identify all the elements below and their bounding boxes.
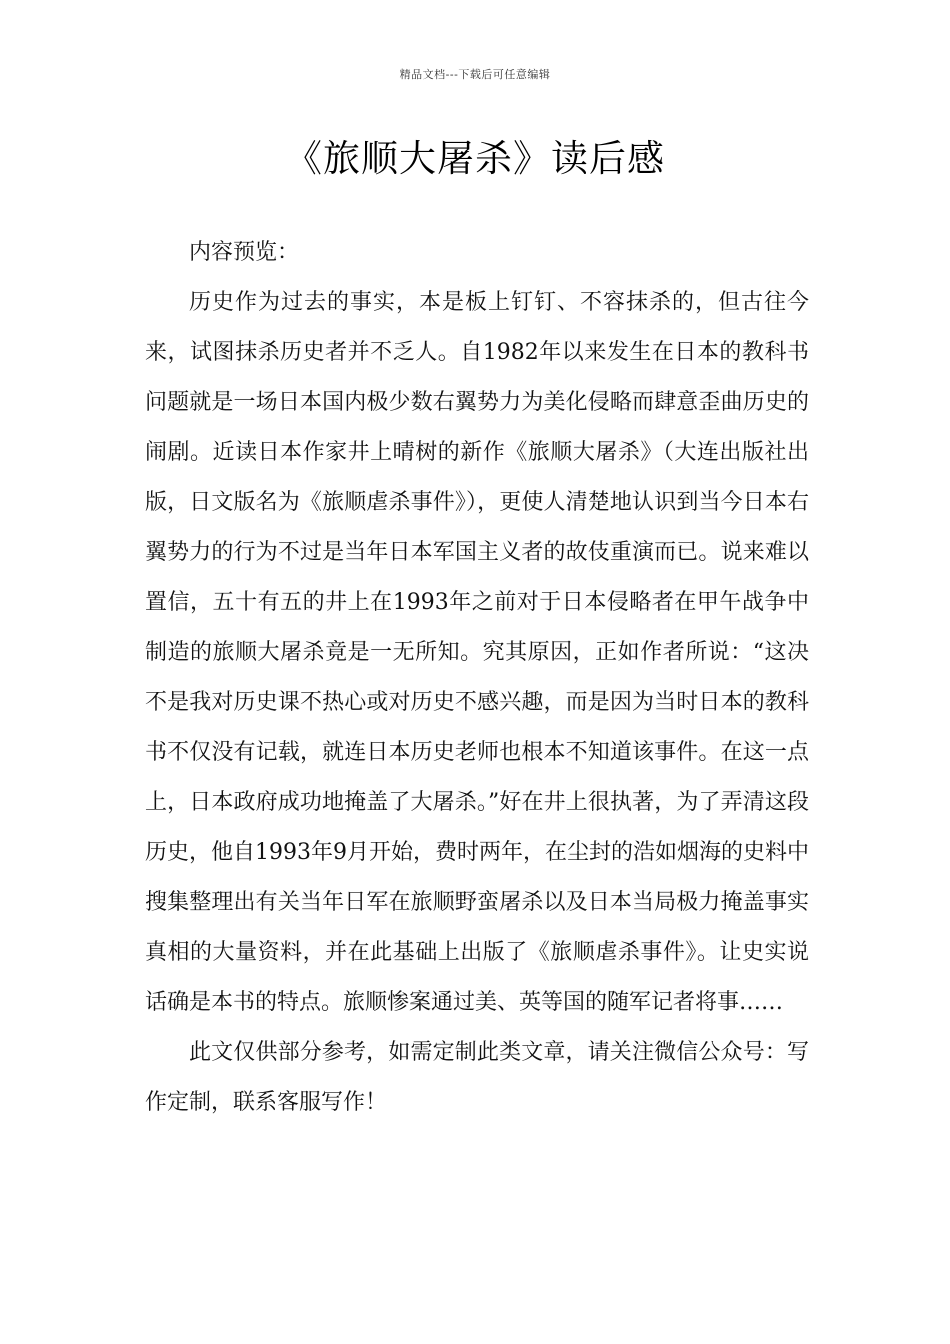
paragraph-preview-label: 内容预览： [189,240,300,265]
header-note: 精品文档---下载后可任意编辑 [399,68,551,81]
paragraph-main-text: 历史作为过去的事实，本是板上钉钉、不容抹杀的，但古往今来，试图抹杀历史者并不乏人。自1982年以来发生在日本的教科书问题就是一场日本国内极少数右翼势力为美化侵略而肆意歪曲历史的闹剧。近读日本作家井上晴树的新作《旅顺大屠杀》（大连出版社出版，日文版名为《旅顺虐杀事件》），更使人清楚地认识到当今日本右翼势力的行为不过是当年日本军国主义者的故伎重演而已。说来难以置信，五十有五的井上在1993年之前对于日本侵略者在甲午战争中制造的旅顺大屠杀竟是一无所知。究其原因，正如作者所说：“这决不是我对历史课不热心或对历史不感兴趣，而是因为当时日本的教科书不仅没有记载，就连日本历史老师也根本不知道该事件。在这一点上，日本政府成功地掩盖了大屠杀。”好在井上很执著，为了弄清这段历史，他自1993年9月开始，费时两年，在尘封的浩如烟海的史料中搜集整理出有关当年日军在旅顺野蛮屠杀以及日本当局极力掩盖事实真相的大量资料，并在此基础上出版了《旅顺虐杀事件》。让史实说话确是本书的特点。旅顺惨案通过美、英等国的随军记者将事…… [145,290,809,1015]
paragraph-footer-note: 此文仅供部分参考，如需定制此类文章，请关注微信公众号：写作定制，联系客服写作！ [145,1040,809,1115]
document-title: 《旅顺大屠杀》读后感 [285,137,665,180]
document-body [145,228,809,1128]
